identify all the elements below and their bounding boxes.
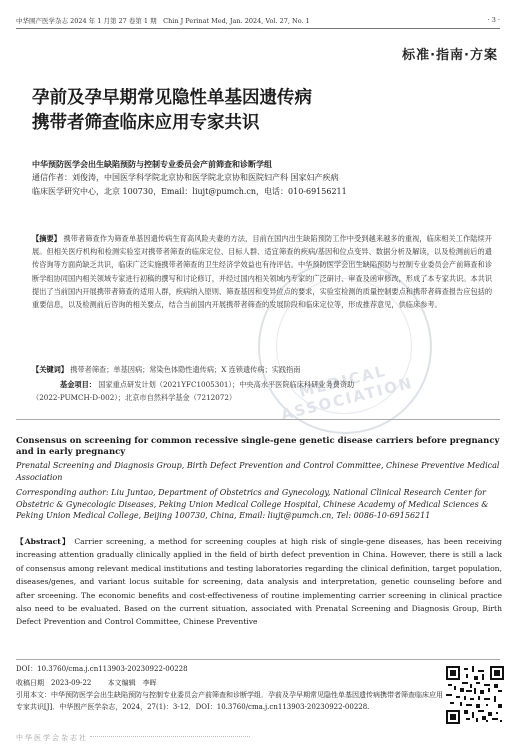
abstract-zh-label: 【摘要】 <box>32 234 62 243</box>
page-number: · 3 · <box>487 16 500 24</box>
publisher-logo: 中华医学会杂志社 <box>16 734 88 742</box>
abstract-en-label: 【Abstract】 <box>16 537 71 546</box>
corresponding-author-en: Corresponding author: Liu Juntao, Department of Obstetrics and Gynecology, National Clinical Research Center for Obstetric & Gynecologic Diseases, Peking Union Medical College Hospital, Chinese Academy of Medical Sciences & Peking Union Medical College, Beijing 100730, China, Email: liujt@pumch.cn, Tel: 0086-10-69156211 <box>16 488 489 520</box>
correspondence-line-2: 临床医学研究中心，北京 100730，Email：liujt@pumch.cn，电话：010-69156211 <box>32 187 347 196</box>
fund-label: 基金项目： <box>60 380 96 389</box>
author-organization: 中华预防医学会出生缺陷预防与控制专业委员会产前筛查和诊断学组 <box>32 159 272 169</box>
qr-code-icon <box>446 666 504 724</box>
watermark-text: MEDICAL ASSOCIATION <box>279 361 416 424</box>
article-title-zh <box>32 86 452 136</box>
keywords-zh-label: 【关键词】 <box>32 365 68 374</box>
keywords-zh <box>32 363 492 376</box>
footer-dots <box>90 736 250 740</box>
abstract-en <box>16 535 502 629</box>
dates-line <box>16 678 171 688</box>
header-rule <box>16 28 500 29</box>
editor: 本文编辑 李晖 <box>107 679 157 687</box>
authors-zh <box>32 157 492 199</box>
article-title-en: Consensus on screening for common recessive single-gene genetic disease carriers before pregnancy and in early pregnancy <box>16 436 500 457</box>
fund-line-2: （2022-PUMCH-D-002）；北京市自然科学基金（7212072） <box>32 393 237 403</box>
abstract-zh-text: 携带者筛查作为筛查单基因遗传病生育高风险夫妻的方法，目前在国内出生缺陷预防工作中受到越来越多的重视，临床相关工作陆续开展。但相关医疗机构和检测实验室对携带者筛查的临床定位、目标人群、适宜筛查的疾病/基因和位点变异、数据分析及解读，以及检测前后的遗传咨询等方面尚缺乏共识，临床广泛实施携带者筛查的卫生经济学效益也有待评估。中华预防医学会出生缺陷预防与控制专业委员会产前筛查和诊断学组协同国内相关领域专家进行初稿的撰写和讨论修订，并经过国内相关领域内专家的广泛研讨、审查及函审修改，形成了本专家共识。本共识提出了当前国内开展携带者筛查的适用人群，疾病纳入原则、筛查基因和变异位点的要求，实验室检测的质量控制要点和携带者筛查报告应包括的重要信息，以及检测前后咨询的相关要点，结合当前国内开展携带者筛查的发展阶段和临床定位等，形成推荐意见，供临床参考。 <box>32 234 493 310</box>
fund-info <box>32 378 492 405</box>
section-tag: 标准·指南·方案 <box>402 48 498 63</box>
footer-divider <box>16 659 500 660</box>
journal-citation-header: 中华围产医学杂志 2024 年 1 月第 27 卷第 1 期 Chin J Perinat Med, Jan. 2024, Vol. 27, No. 1 <box>16 17 310 25</box>
fund-line-1: 国家重点研发计划（2021YFC1005301）；中央高水平医院临床科研业务费资助 <box>98 380 355 389</box>
title-line-1: 孕前及孕早期常见隐性单基因遗传病 <box>32 88 312 108</box>
author-group-en: Prenatal Screening and Diagnosis Group, Birth Defect Prevention and Control Committee, Chinese Preventive Medical Association <box>16 461 500 482</box>
abstract-en-text: Carrier screening, a method for screening couples at high risk of single-gene diseases, has been receiving increasing attention gradually clinically applied in the field of birth defect prevention in China. However, there is still a lack of consensus among relevant medical institutions and testing laboratories regarding the clinical definition, target population, diseases/genes, and variant locus suitable for screening, data analysis and interpretation, genetic counseling before and after srceening. The economic benefits and cost-effectiveness of routine implementing carrier screening in clinical practice also need to be evaluated. Based on the current situation, associated with Prenatal Screening and Diagnosis Group, Birth Defect Prevention and Control Committee, Chinese Preventive <box>16 537 502 627</box>
running-header <box>16 16 500 25</box>
section-divider <box>16 419 500 420</box>
doi: DOI：10.3760/cma.j.cn113903-20230922-00228 <box>16 665 188 673</box>
received-date: 收稿日期 2023-09-22 <box>16 679 92 687</box>
keywords-zh-text: 携带者筛查；单基因病；常染色体隐性遗传病；X 连锁遗传病；实践指南 <box>70 365 301 374</box>
correspondence-line-1: 通信作者：刘俊涛，中国医学科学院北京协和医学院北京协和医院妇产科 国家妇产疾病 <box>32 173 339 182</box>
abstract-zh <box>32 232 492 311</box>
title-line-2: 携带者筛查临床应用专家共识 <box>32 113 260 133</box>
citation: 引用本文：中华预防医学会出生缺陷预防与控制专业委员会产前筛查和诊断学组．孕前及孕早期常见隐性单基因遗传病携带者筛查临床应用专家共识[J]．中华围产医学杂志，2024，27(1)：3-12．DOI：10.3760/cma.j.cn113903-20230922-00228. <box>16 691 443 711</box>
